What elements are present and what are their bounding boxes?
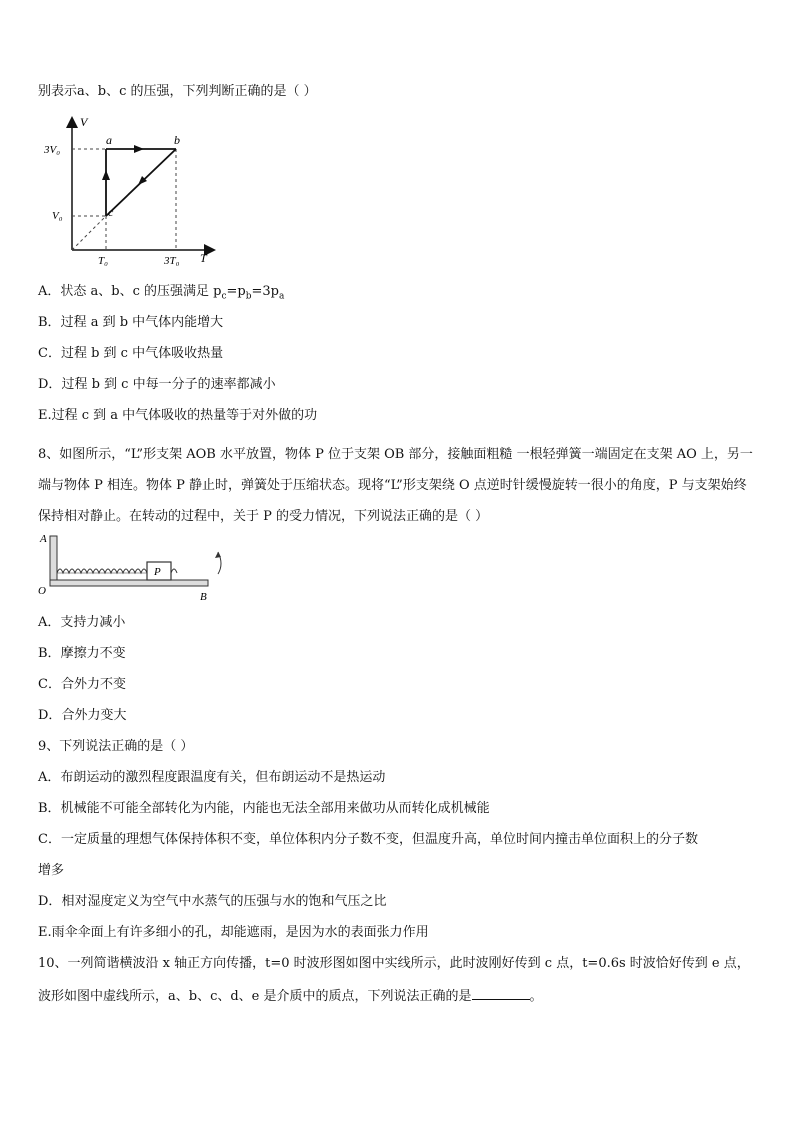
q7-option-e: E.过程 c 到 a 中气体吸收的热量等于对外做的功	[38, 408, 318, 423]
block-p-label: P	[154, 566, 161, 578]
q9-option-c: C．一定质量的理想气体保持体积不变，单位体积内分子数不变，但温度升高，单位时间内撞击单位面积上的分子数	[38, 832, 698, 847]
point-a-label: a	[106, 133, 112, 147]
q7-option-c: C．过程 b 到 c 中气体吸收热量	[38, 346, 224, 361]
q7-option-a: A．状态 a、b、c 的压强满足 $p_c=p_b=3p_a$	[38, 284, 285, 302]
q8-option-a: A．支持力减小	[38, 615, 126, 630]
vt-graph	[40, 112, 220, 272]
t-axis-label: T	[200, 251, 207, 265]
point-c-label: c	[108, 205, 114, 219]
point-b-label: b	[174, 133, 180, 147]
q8-option-c: C．合外力不变	[38, 677, 126, 692]
q10-stem-line2: 波形如图中虚线所示，a、b、c、d、e 是介质中的质点，下列说法正确的是 。	[38, 989, 543, 1004]
q10-stem-line1: 10、一列简谐横波沿 x 轴正方向传播，t=0 时波形图如图中实线所示，此时波刚好传到 c 点，t=0.6s 时波恰好传到 e 点，	[38, 956, 750, 971]
q9-stem: 9、下列说法正确的是（ ）	[38, 739, 194, 754]
q9-option-c-cont: 增多	[38, 863, 65, 878]
q7-intro: 别表示a、b、c 的压强，下列判断正确的是（ ）	[38, 84, 317, 99]
tick-3v0: 3V₀	[44, 144, 61, 156]
tick-v0: V₀	[52, 210, 63, 222]
q8-option-d: D．合外力变大	[38, 708, 127, 723]
q9-option-d: D．相对湿度定义为空气中水蒸气的压强与水的饱和气压之比	[38, 894, 387, 909]
q9-option-b: B．机械能不可能全部转化为内能，内能也无法全部用来做功从而转化成机械能	[38, 801, 490, 816]
tick-3t0: 3T₀	[164, 255, 180, 267]
spring-figure	[38, 530, 238, 606]
q8-option-b: B．摩擦力不变	[38, 646, 126, 661]
tick-t0: T₀	[98, 255, 108, 267]
q8-stem: 8、如图所示，“L”形支架 AOB 水平放置，物体 P 位于支架 OB 部分，接触面粗糙 一根轻弹簧一端固定在支架 AO 上，另一端与物体 P 相连。物体 P 静止时，弹簧处于压缩状态。现将“L”形支架绕 O 点逆时针缓慢旋转一很小的角度，P 与支架始终保持相对静止。在转动的过程中，关于 P 的受力情况，下列说法正确的是（ ）	[38, 447, 753, 524]
q7-option-d: D．过程 b 到 c 中每一分子的速率都减小	[38, 377, 276, 392]
label-a: A	[40, 533, 47, 545]
label-b: B	[200, 591, 207, 603]
answer-blank[interactable]	[472, 987, 530, 1000]
q9-option-e: E.雨伞伞面上有许多细小的孔，却能遮雨，是因为水的表面张力作用	[38, 925, 429, 940]
v-axis-label: V	[80, 115, 88, 129]
q9-option-a: A．布朗运动的激烈程度跟温度有关，但布朗运动不是热运动	[38, 770, 386, 785]
q7-option-b: B．过程 a 到 b 中气体内能增大	[38, 315, 224, 330]
label-o: O	[38, 585, 46, 597]
